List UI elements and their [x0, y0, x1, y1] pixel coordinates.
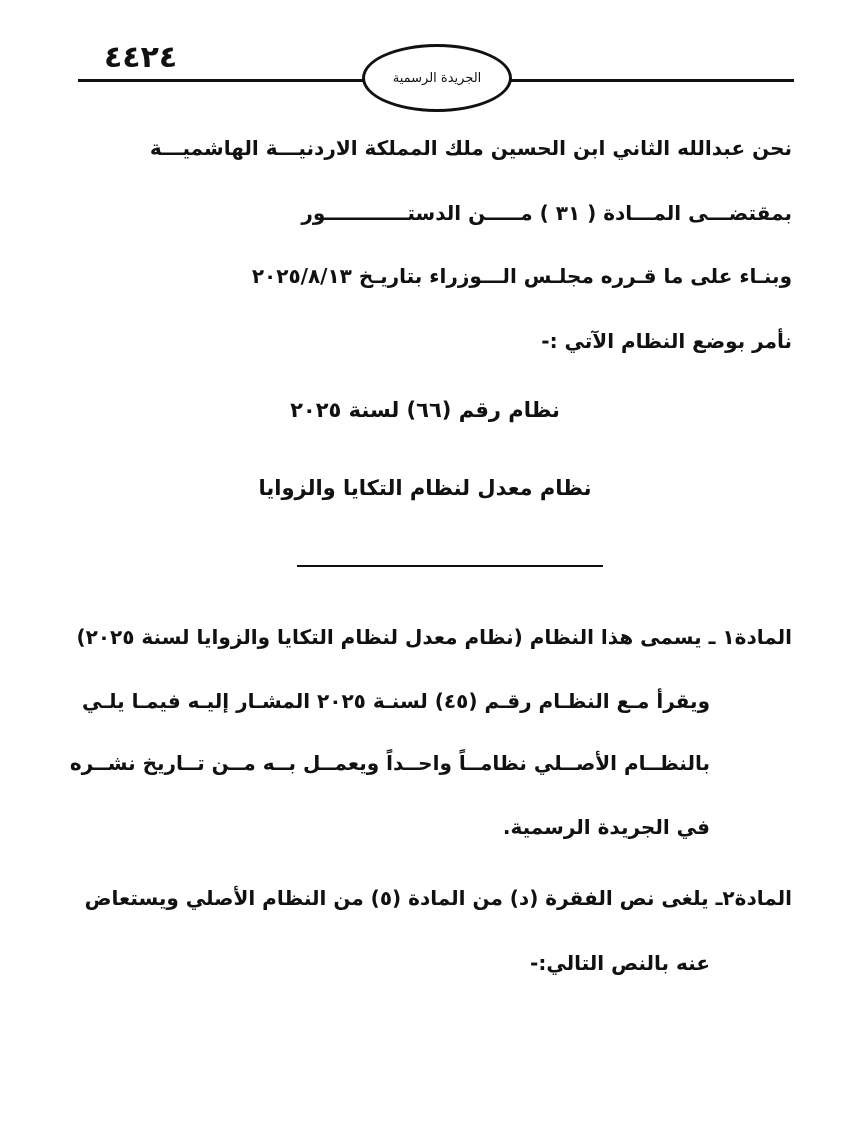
article-1-line-2: ويقرأ مـع النظـام رقـم (٤٥) لسنـة ٢٠٢٥ المشـار إليـه فيمـا يلـي	[81, 689, 710, 713]
regulation-title: نظام معدل لنظام التكايا والزوايا	[258, 476, 592, 500]
regulation-number: نظام رقم (٦٦) لسنة ٢٠٢٥	[290, 398, 560, 422]
article-1-line-1: المادة١ ـ يسمى هذا النظام (نظام معدل لنظام التكايا والزوايا لسنة ٢٠٢٥)	[76, 625, 792, 649]
preamble-line-2: بمقتضـــى المـــادة ( ٣١ ) مـــــن الدستــــــــــــور	[301, 201, 792, 225]
gazette-name-label: الجريدة الرسمية	[392, 70, 482, 86]
preamble-line-1: نحن عبدالله الثاني ابن الحسين ملك المملكة الاردنيـــة الهاشميـــة	[149, 136, 792, 160]
preamble-line-4: نأمر بوضع النظام الآتي :-	[541, 329, 792, 353]
gazette-oval-seal	[362, 44, 512, 112]
article-1-line-3: بالنظــام الأصــلي نظامــاً واحــداً ويعمــل بــه مــن تــاريخ نشــره	[69, 751, 710, 775]
article-1-line-4: في الجريدة الرسمية.	[502, 815, 710, 839]
article-2-line-1: المادة٢ـ يلغى نص الفقرة (د) من المادة (٥) من النظام الأصلي ويستعاض	[84, 886, 792, 910]
section-divider	[297, 565, 603, 567]
preamble-line-3: وبنـاء على ما قـرره مجلـس الـــوزراء بتاريـخ ٢٠٢٥/٨/١٣	[251, 264, 792, 288]
article-2-line-2: عنه بالنص التالي:-	[530, 951, 710, 975]
page-number: ٤٤٢٤	[104, 40, 178, 75]
